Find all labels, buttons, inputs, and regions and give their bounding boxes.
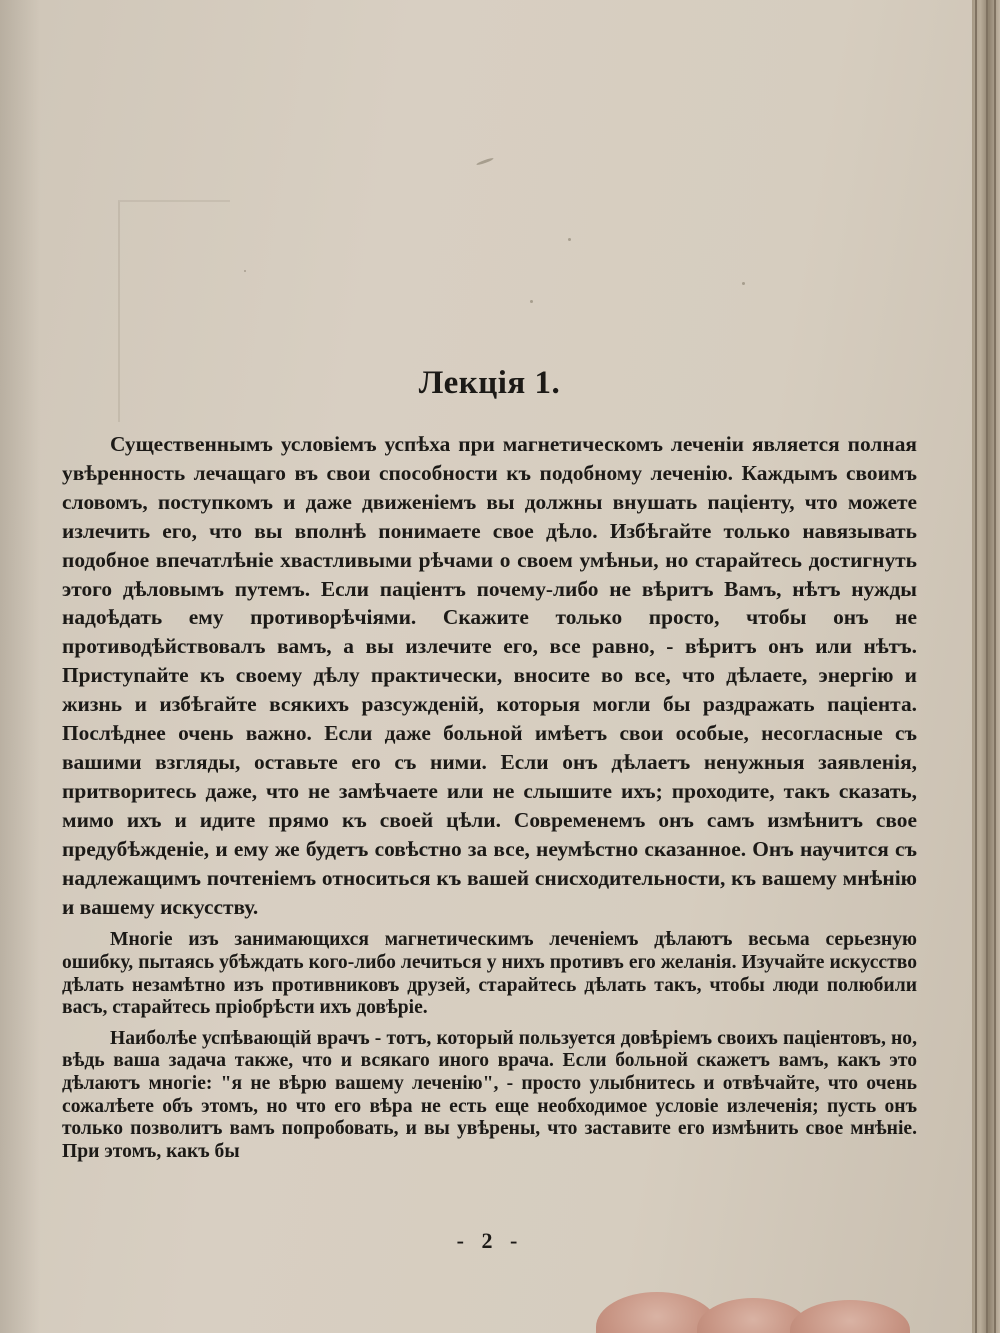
paper-speck [568,238,571,241]
paper-speck [244,270,246,272]
paragraph-1: Существеннымъ условіемъ успѣха при магнетическомъ леченіи является полная увѣренность лечащаго въ свои способности къ подобному леченію. Каждымъ своимъ словомъ, поступкомъ и даже движеніемъ вы должны внушать пацiенту, что можете излечить его, что вы вполнѣ понимаете свое дѣло. Избѣгайте только навязывать подобное впечатлѣніе хвастливыми рѣчами о своем умѣньи, но старайтесь достигнуть этого дѣловымъ путемъ. Если пацiентъ почему-либо не вѣритъ Вамъ, нѣтъ нужды надоѣдать ему противорѣчіями. Скажите только просто, чтобы онъ не противодѣйствовалъ вамъ, а вы излечите его, все равно, - вѣритъ онъ или нѣтъ. Приступайте къ своему дѣлу практически, вносите во все, что дѣлаете, энергію и жизнь и избѣгайте всякихъ разсужденій, которыя могли бы раздражать пацiента. Послѣднее очень важно. Если даже больной имѣетъ свои особые, несогласные съ вашими взгляды, оставьте его съ ними. Если онъ дѣлаетъ ненужныя заявленія, притворитесь даже, что не замѣчаете или не слышите ихъ; проходите, такъ сказать, мимо ихъ и идите прямо къ своей цѣли. Современемъ онъ самъ измѣнитъ свое предубѣжденіе, и ему же будетъ совѣстно за все, неумѣстно сказанное. Онъ научится съ надлежащимъ почтеніемъ относиться къ вашей снисходительности, къ вашему мнѣнію и вашему искусству. [62,432,917,919]
paper-speck [742,282,745,285]
finger-tip [790,1300,910,1333]
page-edge-line [986,0,988,1333]
binding-shadow [0,0,40,1333]
page-edge-line [975,0,977,1333]
paragraph-2: Многіе изъ занимающихся магнетическимъ леченіемъ дѣлаютъ весьма серьезную ошибку, пытаясь убѣждать кого-либо лечиться у нихъ противъ его желанія. Изучайте искусство дѣлать незамѣтно изъ противниковъ друзей, старайтесь дѣлать такъ, чтобы люди полюбили васъ, старайтесь пріобрѣсти ихъ довѣріе. [62,929,917,1019]
paper-speck [530,300,533,303]
paper-speck [476,157,494,166]
lecture-title: Лекція 1. [418,365,561,401]
paragraph-3: Наиболѣе успѣвающій врачъ - тотъ, который пользуется довѣріемъ своихъ пацiентовъ, но, вѣдь ваша задача также, что и всякаго иного врача. Если больной скажетъ вамъ, какъ это дѣлаютъ многіе: "я не вѣрю вашему леченію", - просто улыбнитесь и отвѣчайте, что очень сожалѣете объ этомъ, но что его вѣра не есть еще необходимое условіе излеченія; пусть онъ только позволитъ вамъ попробовать, и вы увѣрены, что заставите его измѣнить свое мнѣніе. При этомъ, какъ бы [62,1027,917,1162]
page-edge-line [994,0,996,1333]
page-number: - 2 - [456,1228,524,1253]
page-content [62,365,917,1163]
